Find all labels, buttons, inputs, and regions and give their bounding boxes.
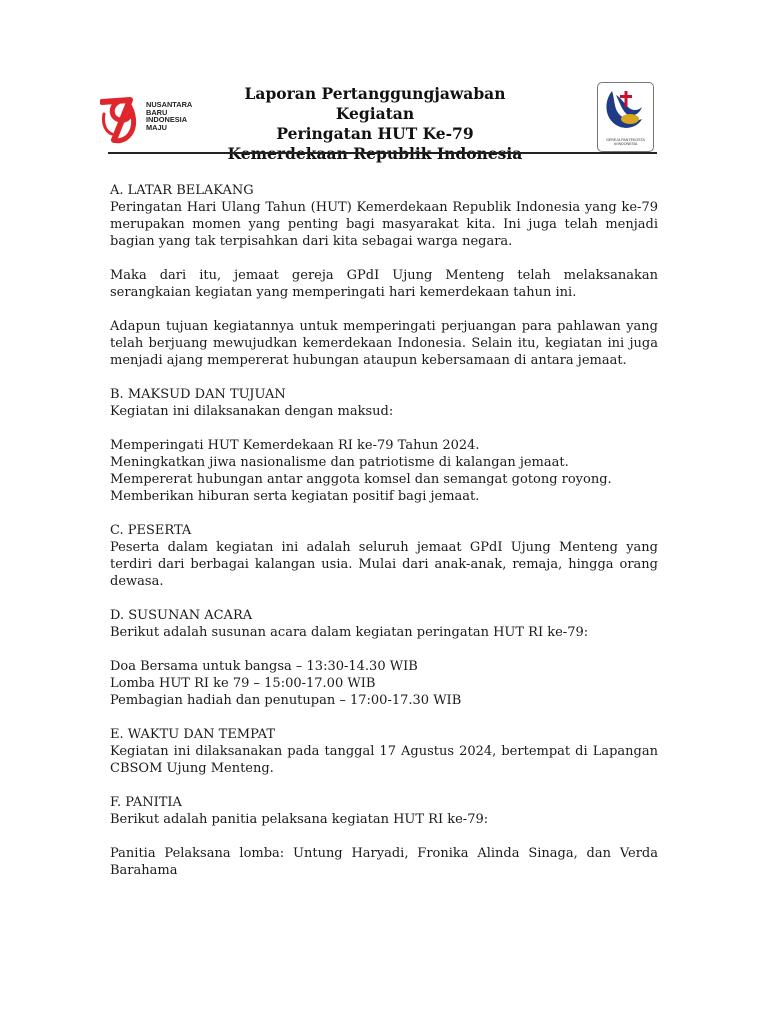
list-item: Mempererat hubungan antar anggota komsel dan semangat gotong royong. (110, 472, 612, 487)
tagline-line: NUSANTARA (146, 100, 193, 109)
hut-79-logo (100, 96, 210, 146)
dove-cross-icon (598, 83, 653, 137)
tagline-line: BARU (146, 107, 168, 117)
section-heading: E. WAKTU DAN TEMPAT (110, 727, 276, 742)
caption-line: GEREJA PANTEKOSTA (606, 138, 645, 142)
gpdi-logo (597, 82, 654, 152)
list-item: Meningkatkan jiwa nasionalisme dan patriotisme di kalangan jemaat. (110, 455, 569, 470)
paragraph: Berikut adalah panitia pelaksana kegiatan HUT RI ke-79: (110, 812, 489, 827)
tagline-line: INDONESIA (146, 115, 188, 125)
paragraph: Berikut adalah susunan acara dalam kegiatan peringatan HUT RI ke-79: (110, 625, 589, 640)
paragraph: Kegiatan ini dilaksanakan pada tanggal 17 Agustus 2024, bertempat di Lapangan CBSOM Ujung Menteng. (110, 744, 658, 776)
section-heading: A. LATAR BELAKANG (110, 183, 254, 198)
list-item: Lomba HUT RI ke 79 – 15:00-17.00 WIB (110, 676, 376, 691)
document-header (100, 78, 660, 158)
paragraph: Peserta dalam kegiatan ini adalah seluruh jemaat GPdI Ujung Menteng yang terdiri dari berbagai kalangan usia. Mulai dari anak-anak, remaja, hingga orang dewasa. (110, 540, 658, 589)
paragraph: Kegiatan ini dilaksanakan dengan maksud: (110, 404, 394, 419)
list-item: Doa Bersama untuk bangsa – 13:30-14.30 WIB (110, 659, 418, 674)
caption-line: di INDONESIA (613, 142, 638, 146)
list-item: Memberikan hiburan serta kegiatan positif bagi jemaat. (110, 489, 480, 504)
list-item: Memperingati HUT Kemerdekaan RI ke-79 Tahun 2024. (110, 438, 480, 453)
section-heading: D. SUSUNAN ACARA (110, 608, 253, 623)
gpdi-logo-caption (598, 138, 653, 146)
section-heading: C. PESERTA (110, 523, 192, 538)
paragraph: Peringatan Hari Ulang Tahun (HUT) Kemerdekaan Republik Indonesia yang ke-79 merupakan momen yang penting bagi masyarakat kita. Ini juga telah menjadi bagian yang tak terpisahkan dari kita sebagai warga negara. (110, 200, 658, 249)
paragraph: Maka dari itu, jemaat gereja GPdI Ujung Menteng telah melaksanakan serangkaian kegiatan yang memperingati hari kemerdekaan tahun ini. (110, 268, 658, 300)
paragraph: Adapun tujuan kegiatannya untuk memperingati perjuangan para pahlawan yang telah berjuang mewujudkan kemerdekaan Indonesia. Selain itu, kegiatan ini juga menjadi ajang mempererat hubungan ataupun kebersamaan di antara jemaat. (110, 319, 658, 368)
section-heading: B. MAKSUD DAN TUJUAN (110, 387, 286, 402)
tagline-line: MAJU (146, 122, 167, 132)
hut-79-emblem-icon (100, 96, 146, 146)
paragraph: Panitia Pelaksana lomba: Untung Haryadi, Fronika Alinda Sinaga, dan Verda Barahama (110, 846, 658, 878)
title-line-1: Laporan Pertanggungjawaban Kegiatan (244, 84, 506, 123)
list-item: Pembagian hadiah dan penutupan – 17:00-17.30 WIB (110, 693, 462, 708)
document-body (110, 182, 658, 879)
title-line-2: Peringatan HUT Ke-79 (276, 124, 474, 143)
header-divider (108, 152, 657, 154)
title-line-3 (210, 144, 540, 164)
section-heading: F. PANITIA (110, 795, 182, 810)
logo-tagline (146, 101, 192, 131)
